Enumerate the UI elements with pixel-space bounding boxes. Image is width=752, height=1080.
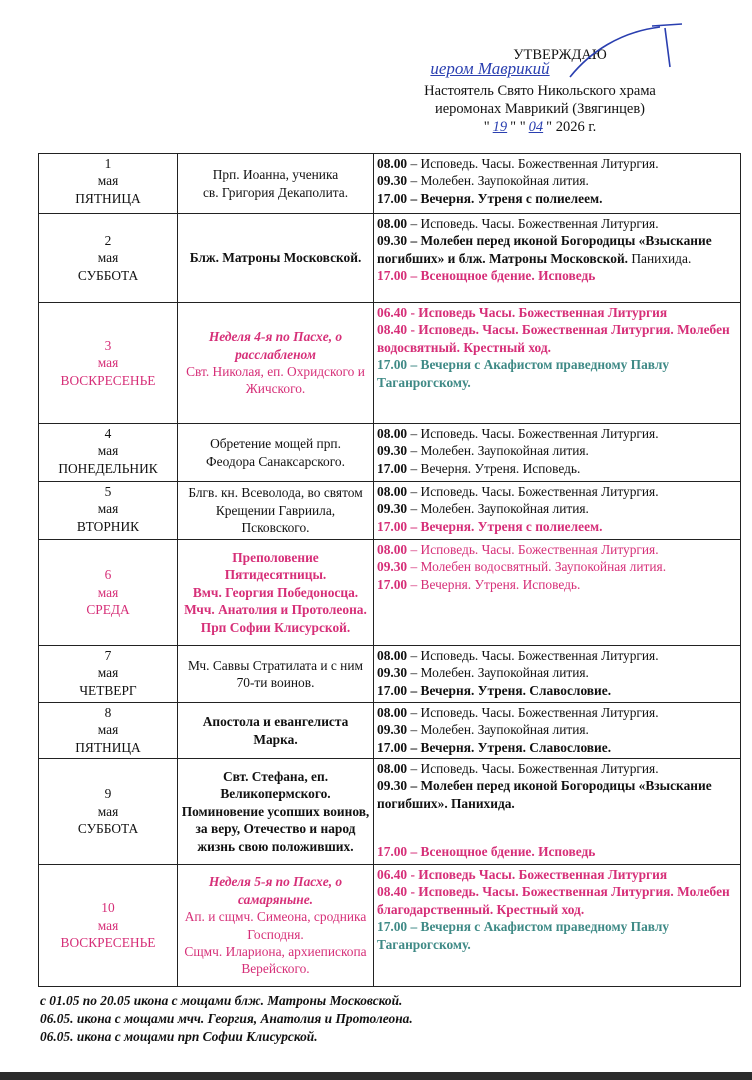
- day-month: мая: [97, 173, 119, 189]
- feast-cell: [178, 540, 374, 646]
- service-text: – Исповедь. Часы. Божественная Литургия.: [407, 484, 659, 499]
- feast-line: Псковского.: [241, 520, 310, 536]
- service-text: 09.30 – Молебен перед иконой Богородицы «Взыскание погибших» и блж. Матроны Московской.: [377, 233, 712, 266]
- rector-name: иеромонах Маврикий (Звягинцев): [434, 101, 646, 117]
- service-line: 17.00 – Вечерня с Акафистом праведному Павлу Таганрогскому.: [377, 357, 670, 390]
- feast-cell: [178, 646, 374, 703]
- service-time: 17.00: [377, 576, 408, 592]
- day-weekday: ПЯТНИЦА: [75, 739, 141, 755]
- rector-position: Настоятель Свято Никольского храма: [424, 83, 656, 99]
- service-text: – Исповедь. Часы. Божественная Литургия.: [407, 705, 659, 720]
- day-number: 2: [104, 232, 112, 248]
- service-time: 08.00: [377, 426, 408, 441]
- service-text: – Молебен. Заупокойная лития.: [407, 443, 589, 459]
- day-weekday: ВОСКРЕСЕНЬЕ: [60, 935, 156, 951]
- service-line: [377, 721, 737, 738]
- service-line: [377, 541, 737, 558]
- service-text: – Исповедь. Часы. Божественная Литургия.: [407, 648, 659, 663]
- service-line: 08.40 - Исповедь. Часы. Божественная Литургия. Молебен благодарственный. Крестный ход.: [377, 884, 730, 917]
- feast-line: Апостола и евангелиста Марка.: [202, 714, 349, 747]
- service-text: Панихида.: [628, 250, 692, 266]
- service-text: – Молебен. Заупокойная лития.: [407, 665, 589, 681]
- service-text: – Молебен. Заупокойная лития.: [407, 501, 589, 517]
- feast-cell: [178, 703, 374, 759]
- service-line: 17.00 – Вечерня. Утреня с полиелеем.: [377, 190, 603, 206]
- service-line: 06.40 - Исповедь Часы. Божественная Литургия: [377, 867, 668, 882]
- service-text: – Исповедь. Часы. Божественная Литургия.: [407, 156, 659, 171]
- service-line: [377, 215, 737, 232]
- service-line: [377, 442, 737, 459]
- services-cell: [374, 646, 741, 703]
- day-cell: [39, 540, 178, 646]
- service-time: 08.00: [377, 156, 408, 171]
- schedule-row: [39, 865, 741, 987]
- day-cell: [39, 154, 178, 214]
- service-time: 09.30: [377, 665, 408, 681]
- feast-cell: [178, 865, 374, 987]
- feast-cell: [178, 424, 374, 482]
- service-time: 17.00: [377, 460, 408, 476]
- service-line: [377, 704, 737, 721]
- day-weekday: ВТОРНИК: [76, 518, 140, 534]
- day-number: 8: [104, 705, 112, 720]
- service-text: – Молебен. Заупокойная лития.: [407, 173, 589, 189]
- signature-text: иером Маврикий: [430, 59, 550, 78]
- day-cell: [39, 703, 178, 759]
- day-cell: [39, 303, 178, 424]
- date-month: 04: [528, 119, 544, 135]
- date-day: 19: [492, 119, 508, 135]
- service-line: [377, 558, 737, 575]
- service-time: 09.30: [377, 559, 408, 575]
- feast-line: Мч. Саввы Стратилата и с ним: [188, 657, 363, 673]
- feast-line: Свт. Стефана, еп. Великопермского. Поминовение усопших воинов, за веру, Отечество и народ жизнь свою положивших.: [181, 768, 370, 854]
- day-month: мая: [97, 722, 119, 738]
- feast-line: Феодора Санаксарского.: [206, 453, 345, 469]
- feast-line: Мчч. Анатолия и Протолеона.: [184, 602, 367, 618]
- service-line: 08.40 - Исповедь. Часы. Божественная Литургия. Молебен водосвятный. Крестный ход.: [377, 322, 730, 355]
- day-weekday: СРЕДА: [86, 602, 130, 618]
- services-cell: [374, 482, 741, 540]
- service-line: 17.00 – Вечерня. Утреня. Славословие.: [377, 682, 612, 698]
- schedule-row: [39, 482, 741, 540]
- feast-line: 70-ти воинов.: [236, 675, 315, 690]
- service-line: [377, 483, 737, 500]
- day-month: мая: [97, 501, 119, 517]
- feast-line: Ап. и сщмч. Симеона, сродника Господня.: [184, 909, 367, 942]
- service-time: 09.30: [377, 501, 408, 517]
- services-cell: [374, 703, 741, 759]
- service-line: [377, 647, 737, 664]
- services-cell: [374, 540, 741, 646]
- feast-line: Обретение мощей прп.: [210, 436, 341, 452]
- feast-line: Вмч. Георгия Победоносца.: [192, 584, 359, 600]
- feast-line: Прп. Иоанна, ученика: [212, 167, 339, 183]
- service-time: 08.00: [377, 216, 408, 231]
- service-time: 08.00: [377, 484, 408, 499]
- day-number: 1: [104, 156, 112, 171]
- feast-line: Преполовение Пятидесятницы.: [224, 549, 327, 583]
- services-cell: [374, 759, 741, 865]
- feast-cell: [178, 214, 374, 303]
- schedule-row: [39, 214, 741, 303]
- feast-cell: [178, 482, 374, 540]
- services-cell: [374, 303, 741, 424]
- schedule-row: [39, 759, 741, 865]
- schedule-table: [38, 153, 741, 987]
- day-number: 5: [104, 484, 112, 499]
- service-text: – Молебен. Заупокойная лития.: [407, 722, 589, 738]
- day-month: мая: [97, 443, 119, 459]
- approval-date: " 19 " " 04 " 2026 г.: [483, 119, 597, 135]
- footnotes: [40, 992, 413, 1046]
- service-time: 09.30: [377, 722, 408, 738]
- service-line: [377, 500, 737, 517]
- day-month: мая: [97, 803, 119, 819]
- day-weekday: ЧЕТВЕРГ: [79, 682, 137, 698]
- day-cell: [39, 865, 178, 987]
- feast-cell: [178, 154, 374, 214]
- service-time: 08.00: [377, 542, 408, 557]
- day-cell: [39, 646, 178, 703]
- service-line: 17.00 – Всенощное бдение. Исповедь: [377, 268, 596, 284]
- spacer: [377, 812, 737, 843]
- day-cell: [39, 759, 178, 865]
- service-line: 17.00 – Всенощное бдение. Исповедь: [377, 844, 596, 860]
- approve-title: УТВЕРЖДАЮ: [513, 47, 607, 63]
- service-text: – Вечерня. Утреня. Исповедь.: [407, 576, 581, 592]
- service-time: 09.30: [377, 443, 408, 459]
- schedule-row: [39, 424, 741, 482]
- service-line: 17.00 – Вечерня с Акафистом праведному Павлу Таганрогскому.: [377, 919, 670, 952]
- day-number: 7: [104, 648, 112, 663]
- bottom-bar: [0, 1072, 752, 1080]
- day-weekday: СУББОТА: [77, 821, 139, 837]
- footnote: 06.05. икона с мощами мчч. Георгия, Анатолия и Протолеона.: [40, 1011, 413, 1026]
- day-month: мая: [97, 250, 119, 266]
- services-cell: [374, 424, 741, 482]
- service-line: 09.30 – Молебен перед иконой Богородицы «Взыскание погибших». Панихида.: [377, 778, 712, 811]
- day-number: 3: [104, 337, 112, 353]
- day-number: 4: [104, 426, 112, 441]
- service-text: – Исповедь. Часы. Божественная Литургия.: [407, 426, 659, 441]
- schedule-row: [39, 154, 741, 214]
- feast-line: Неделя 5-я по Пасхе, о самаряныне.: [208, 874, 343, 907]
- day-month: мая: [97, 665, 119, 681]
- schedule-row: [39, 703, 741, 759]
- service-line: [377, 664, 737, 681]
- service-text: – Исповедь. Часы. Божественная Литургия.: [407, 542, 659, 557]
- day-month: мая: [97, 355, 119, 371]
- service-text: – Исповедь. Часы. Божественная Литургия.: [407, 216, 659, 231]
- service-line: 17.00 – Вечерня. Утреня с полиелеем.: [377, 518, 603, 534]
- day-number: 9: [104, 786, 112, 802]
- service-line: [377, 172, 737, 189]
- feast-line: Неделя 4-я по Пасхе, о расслабленом: [208, 329, 343, 362]
- service-time: 09.30: [377, 173, 408, 189]
- footnote: 06.05. икона с мощами прп Софии Клисурской.: [40, 1029, 318, 1044]
- service-line: [377, 232, 737, 267]
- day-weekday: ВОСКРЕСЕНЬЕ: [60, 372, 156, 388]
- signature-scribble: [420, 22, 720, 92]
- feast-line: Крещении Гавриила,: [215, 502, 336, 518]
- service-line: 06.40 - Исповедь Часы. Божественная Литургия: [377, 305, 668, 320]
- feast-line: Свт. Николая, еп. Охридского и Жичского.: [186, 364, 365, 397]
- service-time: 08.00: [377, 648, 408, 663]
- date-year: 2026 г.: [555, 119, 597, 135]
- services-cell: [374, 154, 741, 214]
- day-number: 6: [104, 567, 112, 583]
- day-cell: [39, 424, 178, 482]
- footnote: с 01.05 по 20.05 икона с мощами блж. Матроны Московской.: [40, 993, 403, 1008]
- service-line: [377, 155, 737, 172]
- day-weekday: СУББОТА: [77, 267, 139, 283]
- schedule-row: [39, 303, 741, 424]
- feast-line: Блгв. кн. Всеволода, во святом: [188, 485, 363, 501]
- day-number: 10: [101, 900, 115, 916]
- service-line: [377, 760, 737, 777]
- day-month: мая: [97, 917, 119, 933]
- schedule-row: [39, 540, 741, 646]
- service-text: – Вечерня. Утреня. Исповедь.: [407, 460, 581, 476]
- services-cell: [374, 214, 741, 303]
- feast-line: св. Григория Декаполита.: [202, 184, 349, 200]
- service-text: – Молебен водосвятный. Заупокойная лития.: [407, 559, 667, 575]
- feast-line: Прп Софии Клисурской.: [200, 619, 351, 635]
- service-text: – Исповедь. Часы. Божественная Литургия.: [407, 761, 659, 776]
- service-line: [377, 460, 737, 477]
- service-line: [377, 425, 737, 442]
- feast-line: Сщмч. Илариона, архиепископа Верейского.: [184, 943, 367, 977]
- day-cell: [39, 214, 178, 303]
- service-time: 08.00: [377, 705, 408, 720]
- day-month: мая: [97, 584, 119, 600]
- feast-cell: [178, 303, 374, 424]
- service-time: 08.00: [377, 761, 408, 776]
- day-weekday: ПЯТНИЦА: [75, 190, 141, 206]
- schedule-row: [39, 646, 741, 703]
- service-line: 17.00 – Вечерня. Утреня. Славословие.: [377, 739, 612, 755]
- feast-line: Блж. Матроны Московской.: [189, 250, 362, 266]
- services-cell: [374, 865, 741, 987]
- service-line: [377, 576, 737, 593]
- feast-cell: [178, 759, 374, 865]
- day-cell: [39, 482, 178, 540]
- day-weekday: ПОНЕДЕЛЬНИК: [58, 460, 158, 476]
